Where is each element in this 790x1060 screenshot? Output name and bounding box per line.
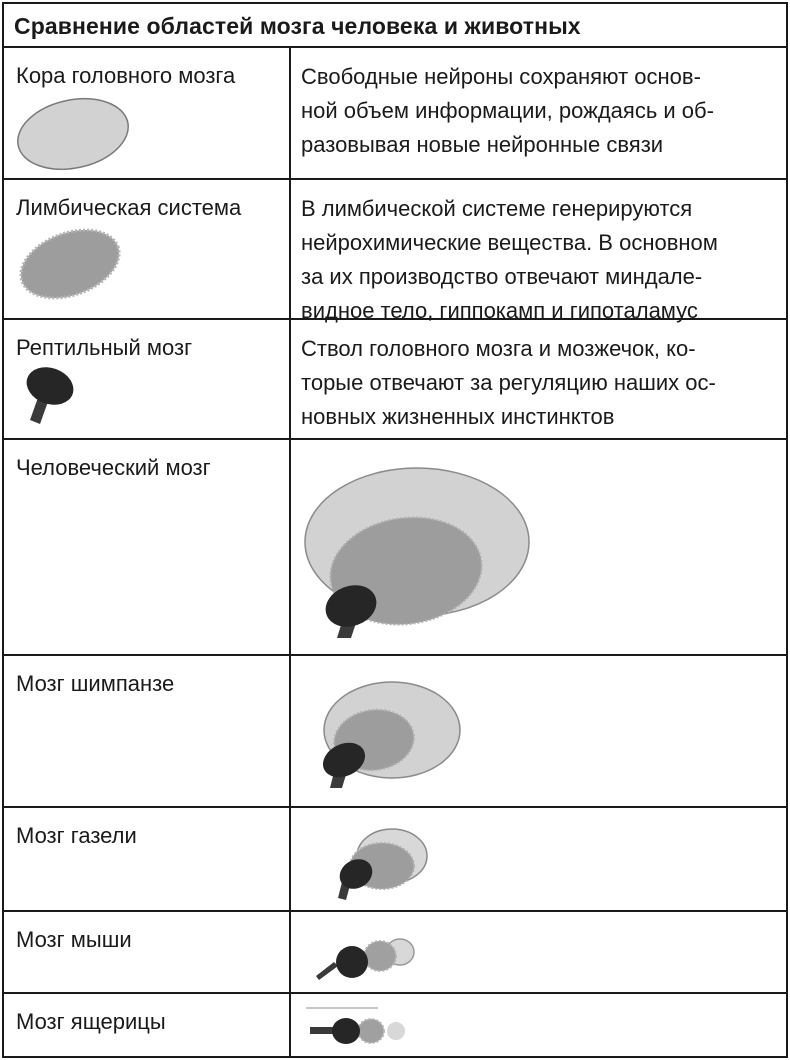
row-label: Мозг мыши <box>16 927 132 952</box>
reptilian-brain-icon <box>20 364 80 428</box>
row-description <box>301 192 771 328</box>
description-line: В лимбической системе генерируются <box>301 196 693 221</box>
description-line: новных жизненных инстинктов <box>301 404 615 429</box>
row-label: Лимбическая система <box>16 195 242 220</box>
row-label: Кора головного мозга <box>16 63 236 88</box>
description-line: разовывая новые нейронные связи <box>301 132 664 157</box>
table-row-human <box>4 440 786 656</box>
table-row-reptilian <box>4 320 786 440</box>
table-row-chimpanzee <box>4 656 786 808</box>
row-label: Рептильный мозг <box>16 335 193 360</box>
brain-comparison-table <box>2 2 788 1058</box>
row-description <box>301 60 771 162</box>
table-row-limbic <box>4 180 786 323</box>
description-line: нейрохимические вещества. В основном <box>301 230 718 255</box>
description-line: Ствол головного мозга и мозжечок, ко- <box>301 336 696 361</box>
description-line: торые отвечают за регуляцию наших ос- <box>301 370 716 395</box>
description-line: Свободные нейроны сохраняют основ- <box>301 64 701 89</box>
limbic-ellipse-icon <box>16 226 128 302</box>
table-row-mouse <box>4 912 786 994</box>
table-row-gazelle <box>4 808 786 912</box>
row-label: Человеческий мозг <box>16 455 211 480</box>
description-line: видное тело, гиппокамп и гипоталамус <box>301 298 698 323</box>
gazelle-brain-diagram <box>330 822 440 908</box>
row-description <box>301 332 771 434</box>
row-label: Мозг ящерицы <box>16 1009 166 1034</box>
row-label: Мозг шимпанзе <box>16 671 175 696</box>
row-label: Мозг газели <box>16 823 137 848</box>
chimpanzee-brain-diagram <box>314 676 474 796</box>
description-line: за их производство отвечают миндале- <box>301 264 703 289</box>
cortex-ellipse-icon <box>16 94 136 170</box>
mouse-brain-diagram <box>314 930 424 986</box>
description-line: ной объем информации, рождаясь и об- <box>301 98 714 123</box>
table-title: Сравнение областей мозга человека и животных <box>14 13 581 39</box>
table-row-cortex <box>4 48 786 180</box>
lizard-brain-diagram <box>304 1006 414 1052</box>
table-header <box>4 4 786 48</box>
human-brain-diagram <box>299 464 539 654</box>
table-row-lizard <box>4 994 786 1056</box>
